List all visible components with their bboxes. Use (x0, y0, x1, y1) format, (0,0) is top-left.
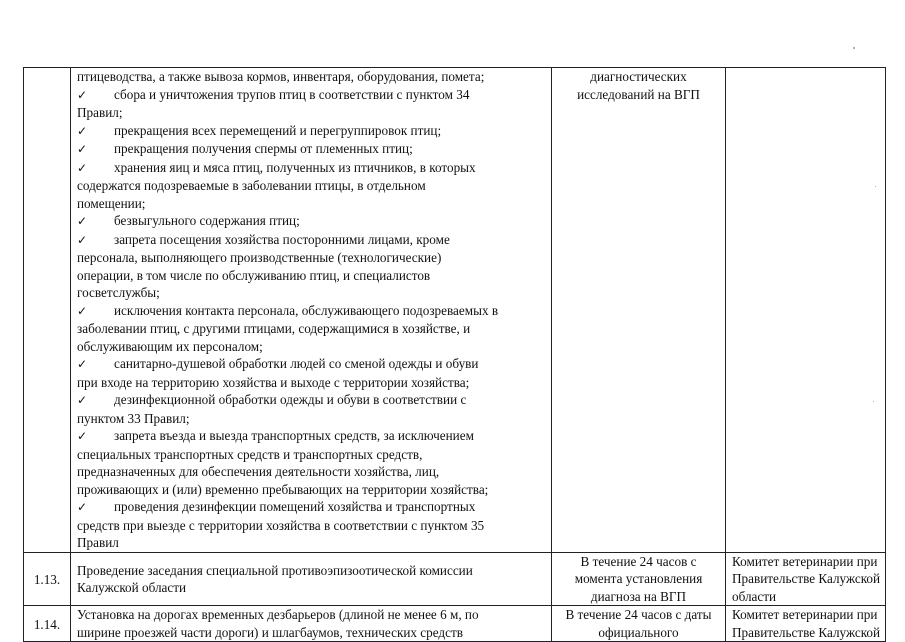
measures-cell (71, 606, 552, 642)
checkmark-icon: ✓ (77, 500, 88, 514)
responsible-line: Правительстве Калужской (732, 571, 881, 586)
term-cell (552, 68, 726, 553)
checklist-text: пунктом 33 Правил; (77, 410, 190, 426)
checklist-text: санитарно-душевой обработки людей со сменой одежды и обуви (114, 356, 479, 371)
checklist-text: персонала, выполняющего производственные (технологические) (77, 250, 442, 265)
checklist-item (77, 212, 546, 231)
term-line: В течение 24 часов с даты (565, 607, 712, 622)
measure-line: Калужской области (77, 580, 187, 595)
checkmark-icon: ✓ (77, 142, 88, 156)
measures-list (71, 68, 551, 552)
checklist-line (77, 410, 546, 428)
term-line: диагноза на ВГП (590, 588, 687, 604)
checklist-text: проведения дезинфекции помещений хозяйства и транспортных (114, 499, 476, 514)
checklist-text: предназначенных для обеспечения деятельности хозяйства, лиц, (77, 464, 440, 479)
scan-speck (875, 186, 876, 187)
checklist-item (77, 498, 546, 517)
checklist-text: дезинфекционной обработки одежды и обуви в соответствии с (114, 392, 467, 407)
checklist-text: специальных транспортных средств и транспортных средств, (77, 446, 423, 462)
table-row (24, 606, 886, 642)
checklist-line (77, 534, 546, 552)
responsible-line: области (732, 588, 777, 604)
checklist-text: содержатся подозреваемые в заболевании птицы, в отдельном (77, 178, 426, 193)
scan-speck (853, 47, 855, 49)
table-row (24, 552, 886, 606)
checkmark-icon: ✓ (77, 214, 88, 228)
checklist-line (77, 320, 546, 338)
checklist-line (77, 195, 546, 213)
checkmark-icon: ✓ (77, 357, 88, 371)
checkmark-icon: ✓ (77, 87, 88, 102)
checklist-line (77, 517, 546, 535)
checklist-line (77, 338, 546, 356)
checklist-text: помещении; (77, 195, 146, 211)
term-line: исследований на ВГП (577, 86, 700, 102)
checklist-text: прекращения всех перемещений и перегруппировок птиц; (114, 122, 442, 138)
checklist-item (77, 122, 546, 141)
checkmark-icon: ✓ (77, 160, 88, 175)
responsible-cell (726, 68, 886, 553)
term-line: В течение 24 часов с (580, 553, 697, 569)
checklist-text: хранения яиц и мяса птиц, полученных из птичников, в которых (114, 159, 476, 175)
checklist-line (77, 177, 546, 195)
term-line: диагностических (590, 69, 687, 84)
checklist-text: Правил; (77, 105, 123, 120)
term-cell (552, 606, 726, 642)
checklist-line (77, 68, 546, 86)
checklist-line (77, 104, 546, 122)
checklist-text: исключения контакта персонала, обслуживающего подозреваемых в (114, 302, 499, 318)
checklist-line (77, 374, 546, 392)
measures-table (23, 67, 886, 642)
checkmark-icon: ✓ (77, 393, 88, 407)
checklist-line (77, 284, 546, 302)
checklist-text: госветслужбы; (77, 285, 160, 300)
checklist-item (77, 159, 546, 178)
checklist-text: птицеводства, а также вывоза кормов, инвентаря, оборудования, помета; (77, 69, 485, 84)
checklist-text: запрета посещения хозяйства посторонними лицами, кроме (114, 231, 450, 247)
term-line: официального (598, 624, 679, 640)
checklist-text: средств при выезде с территории хозяйства в соответствии с пунктом 35 (77, 517, 485, 533)
checklist-text: запрета въезда и выезда транспортных средств, за исключением (114, 428, 474, 443)
checklist-item (77, 427, 546, 446)
checkmark-icon: ✓ (77, 232, 88, 247)
checklist-line (77, 481, 546, 499)
table-row (24, 68, 886, 553)
checklist-item (77, 391, 546, 410)
responsible-line: Комитет ветеринарии при (732, 553, 878, 569)
checklist-text: заболевании птиц, с другими птицами, содержащимися в хозяйстве, и (77, 321, 471, 336)
checklist-text: безвыгульного содержания птиц; (114, 213, 300, 228)
measure-line: ширине проезжей части дороги) и шлагбаумов, технических средств (77, 624, 463, 640)
checklist-item (77, 355, 546, 374)
measure-line: Проведение заседания специальной противоэпизоотической комиссии (77, 562, 473, 578)
checklist-text: при входе на территорию хозяйства и выходе с территории хозяйства; (77, 374, 470, 390)
checklist-line (77, 249, 546, 267)
checklist-text: прекращения получения спермы от племенных птиц; (114, 141, 413, 156)
checklist-text: проживающих и (или) временно пребывающих на территории хозяйства; (77, 481, 489, 497)
checkmark-icon: ✓ (77, 429, 88, 443)
measures-cell (71, 552, 552, 606)
responsible-line: Правительстве Калужской (732, 624, 881, 640)
measure-text (71, 553, 551, 597)
checklist-item (77, 140, 546, 159)
measures-cell (71, 68, 552, 553)
measure-line: Установка на дорогах временных дезбарьеров (длиной не менее 6 м, по (77, 607, 479, 622)
term-line: момента установления (574, 571, 703, 586)
checkmark-icon: ✓ (77, 123, 88, 138)
checklist-line (77, 267, 546, 285)
checkmark-icon: ✓ (77, 303, 88, 318)
row-number-cell (24, 68, 71, 553)
checklist-text: операции, в том числе по обслуживанию птиц, и специалистов (77, 267, 431, 283)
checklist-item (77, 231, 546, 250)
checklist-line (77, 463, 546, 481)
responsible-cell (726, 552, 886, 606)
checklist-text: сбора и уничтожения трупов птиц в соответствии с пунктом 34 (114, 86, 470, 102)
checklist-item (77, 86, 546, 105)
checklist-item (77, 302, 546, 321)
row-number: 1.14. (24, 606, 71, 642)
checklist-line (77, 446, 546, 464)
responsible-line: Комитет ветеринарии при (732, 607, 878, 622)
responsible-cell (726, 606, 886, 642)
term-cell (552, 552, 726, 606)
checklist-text: Правил (77, 535, 119, 550)
scan-speck (873, 401, 874, 402)
row-number: 1.13. (24, 552, 71, 606)
checklist-text: обслуживающим их персоналом; (77, 338, 263, 354)
measure-text (71, 606, 551, 641)
